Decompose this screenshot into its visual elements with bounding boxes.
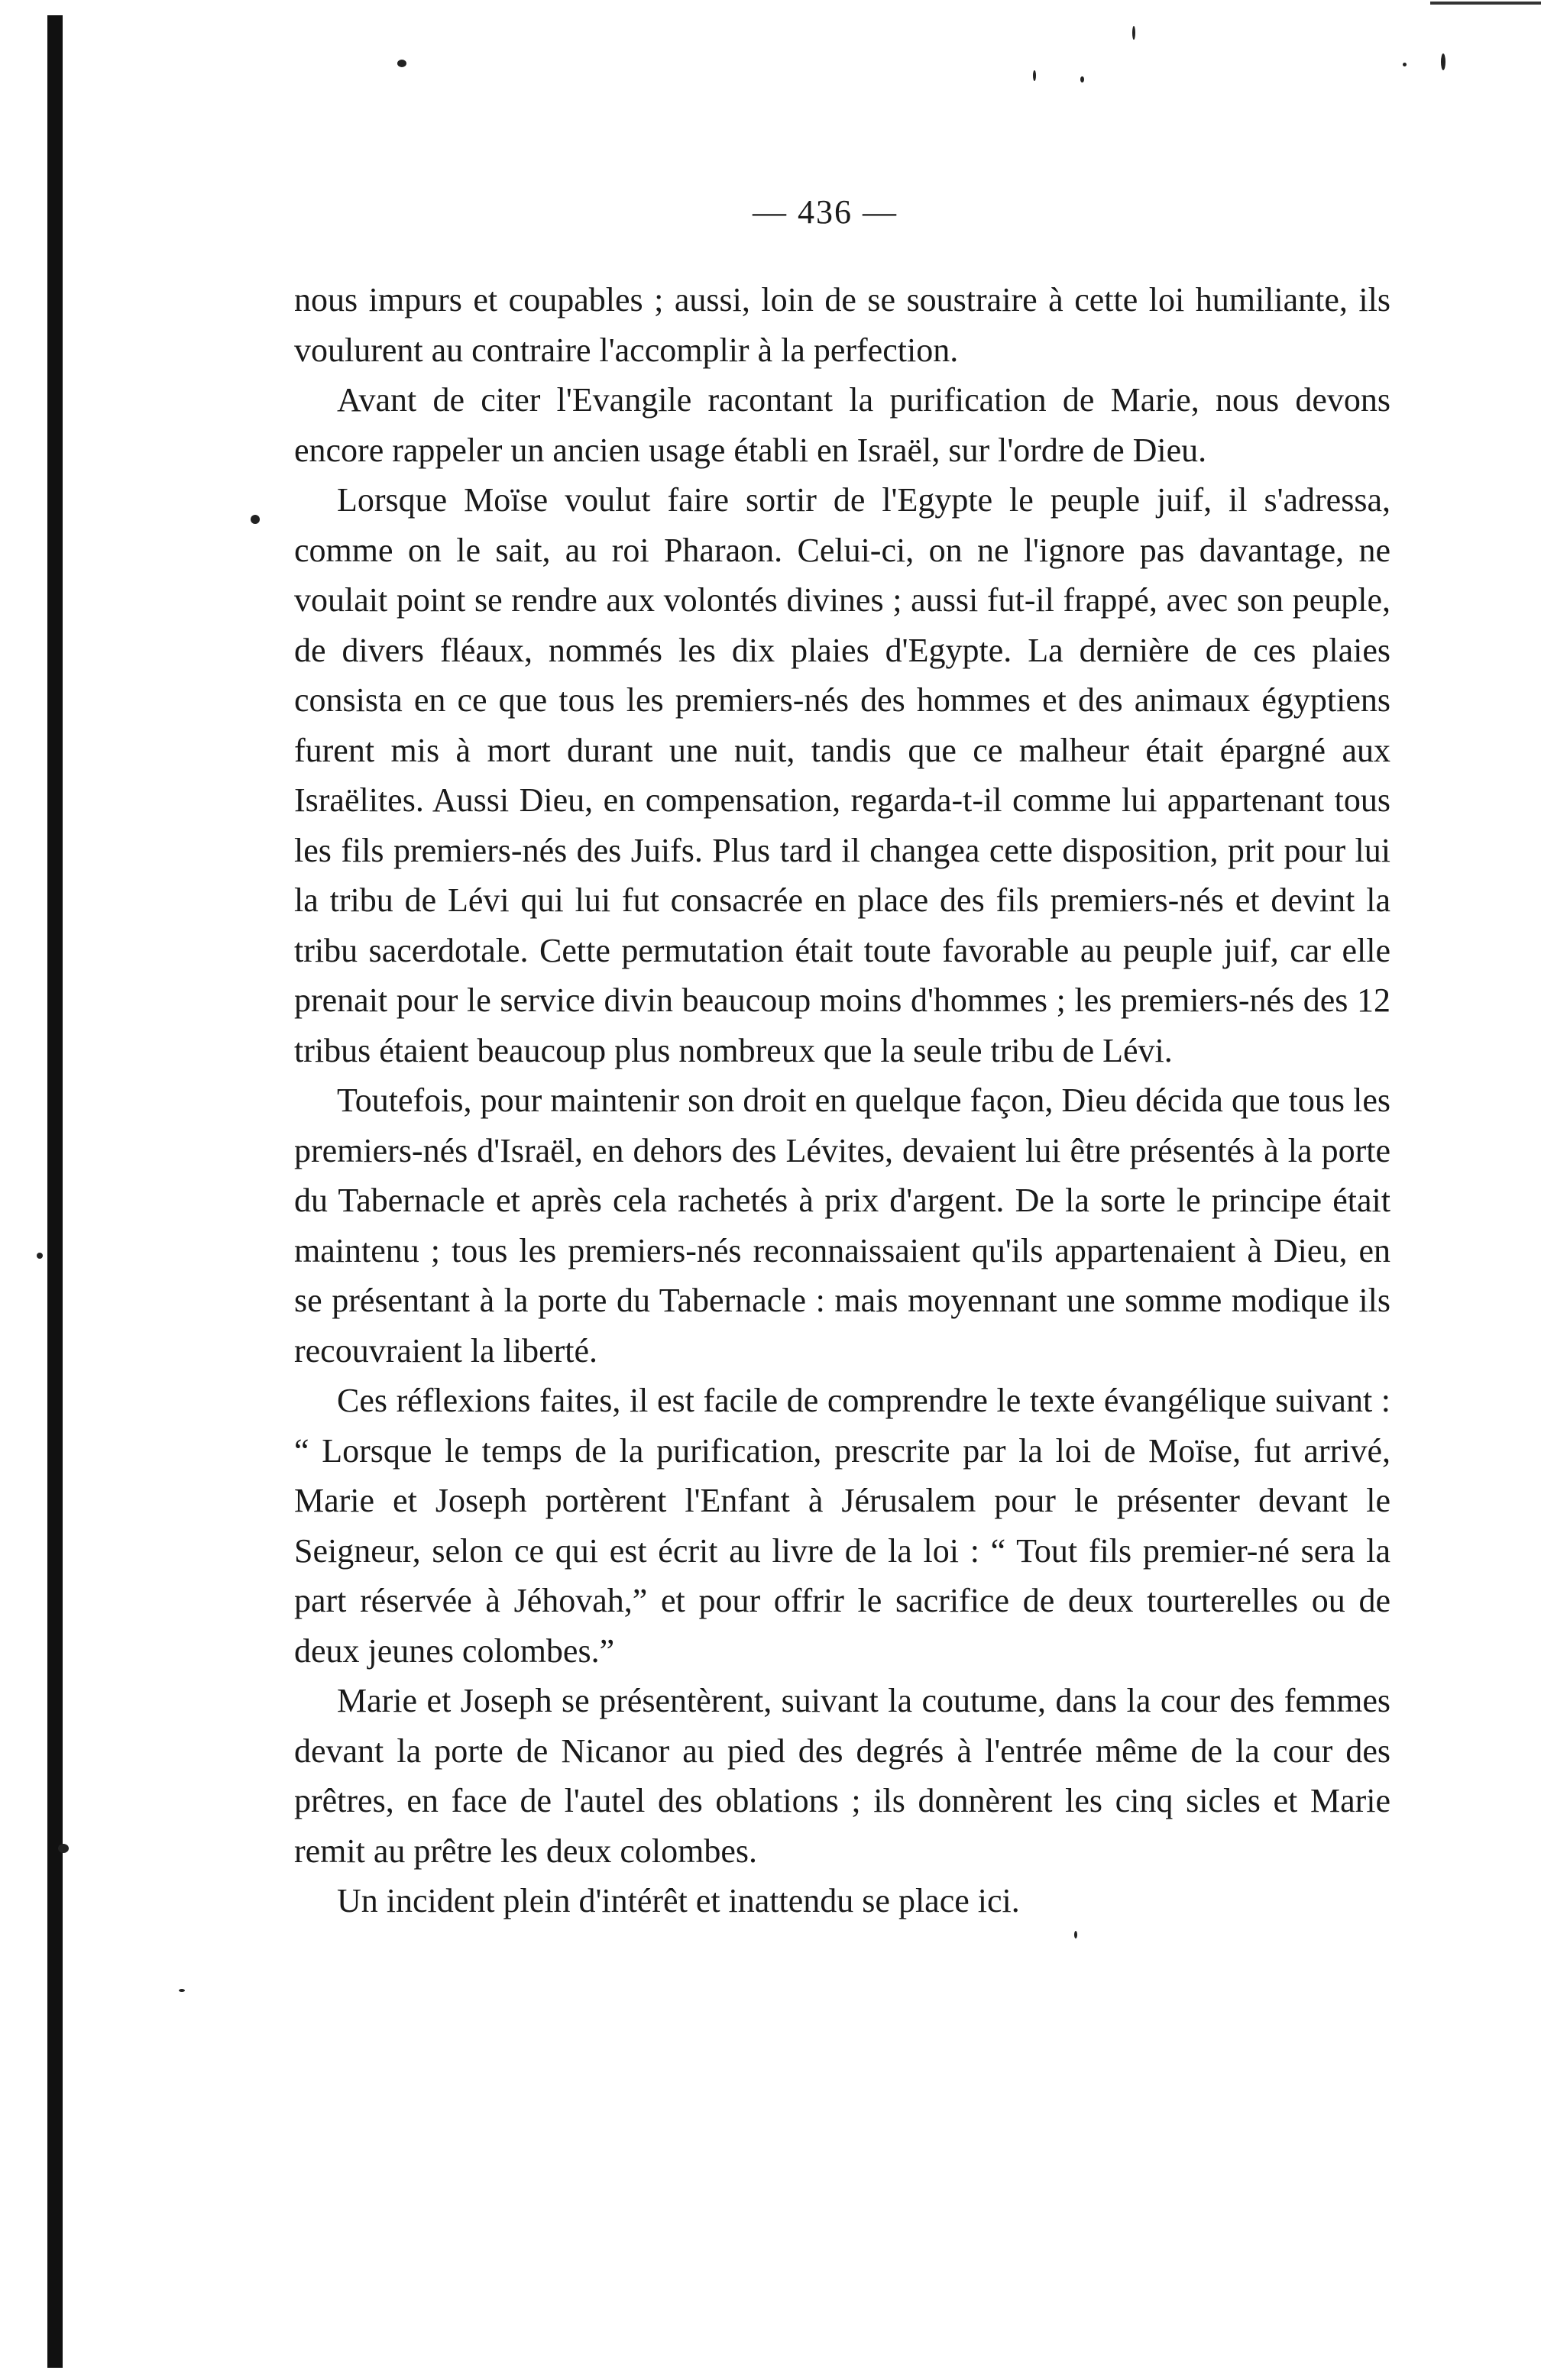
scan-speck (179, 1989, 185, 1992)
scan-speck (1403, 63, 1407, 66)
scan-speck (37, 1253, 43, 1259)
scan-speck (251, 515, 260, 524)
paragraph-plaies-egypte: Lorsque Moïse voulut faire sortir de l'Egypte le peuple juif, il s'adressa, comme on le sait, au roi Pharaon. Celui-ci, on ne l'ignore pas davantage, ne voulait point se rendre aux volontés divines ; aussi fut-il frappé, avec son peuple, de divers fléaux, nommés les dix plaies d'Egypte. La dernière de ces plaies consista en ce que tous les premiers-nés des hommes et des animaux égyptiens furent mis à mort durant une nuit, tandis que ce malheur était épargné aux Israëlites. Aussi Dieu, en compensation, regarda-t-il comme lui appartenant tous les fils premiers-nés des Juifs. Plus tard il changea cette disposition, prit pour lui la tribu de Lévi qui lui fut consacrée en place des fils premiers-nés et devint la tribu sacerdotale. Cette permutation était toute favorable au peuple juif, car elle prenait pour le service divin beaucoup moins d'hommes ; les premiers-nés des 12 tribus étaient beaucoup plus nombreux que la seule tribu de Lévi. (294, 481, 1390, 1069)
scan-speck (1441, 53, 1445, 70)
scan-speck (1074, 1931, 1077, 1939)
paragraph-texte-evangelique: Ces réflexions faites, il est facile de comprendre le texte évangélique suivant : “ Lorsque le temps de la purification, prescrite par la loi de Moïse, fut arrivé, Marie et Joseph portèrent l'Enfant à Jérusalem pour le présenter devant le Seigneur, selon ce qui est écrit au livre de la loi : “ Tout fils premier-né sera la part réservée à Jéhovah,” et pour offrir le sacrifice de deux tourterelles ou de deux jeunes colombes.” (294, 1382, 1390, 1670)
paragraph-nicanor: Marie et Joseph se présentèrent, suivant la coutume, dans la cour des femmes devant la porte de Nicanor au pied des degrés à l'entrée même de la cour des prêtres, en face de l'autel des oblations ; ils donnèrent les cinq sicles et Marie remit au prêtre les deux colombes. (294, 1682, 1390, 1870)
page-number: — 436 — (753, 193, 898, 231)
binding-edge (47, 15, 63, 2368)
paragraph-continuation: nous impurs et coupables ; aussi, loin de se soustraire à cette loi humiliante, ils voulurent au contraire l'accomplir à la perfection. (294, 281, 1390, 369)
body-text (294, 275, 1390, 1926)
paragraph-evangile-intro: Avant de citer l'Evangile racontant la purification de Marie, nous devons encore rappeler un ancien usage établi en Israël, sur l'ordre de Dieu. (294, 381, 1390, 469)
paragraph-premiers-nes: Toutefois, pour maintenir son droit en quelque façon, Dieu décida que tous les premiers-nés d'Israël, en dehors des Lévites, devaient lui être présentés à la porte du Tabernacle et après cela rachetés à prix d'argent. De la sorte le principe était maintenu ; tous les premiers-nés reconnaissaient qu'ils appartenaient à Dieu, en se présentant à la porte du Tabernacle : mais moyennant une somme modique ils recouvraient la liberté. (294, 1082, 1390, 1369)
scan-speck (1132, 26, 1135, 40)
scan-speck (1033, 70, 1036, 81)
scan-speck (397, 60, 406, 67)
scan-speck (1080, 76, 1084, 82)
paragraph-incident: Un incident plein d'intérêt et inattendu se place ici. (337, 1882, 1020, 1919)
scan-speck (58, 1844, 69, 1853)
top-edge-rule (1430, 2, 1541, 5)
